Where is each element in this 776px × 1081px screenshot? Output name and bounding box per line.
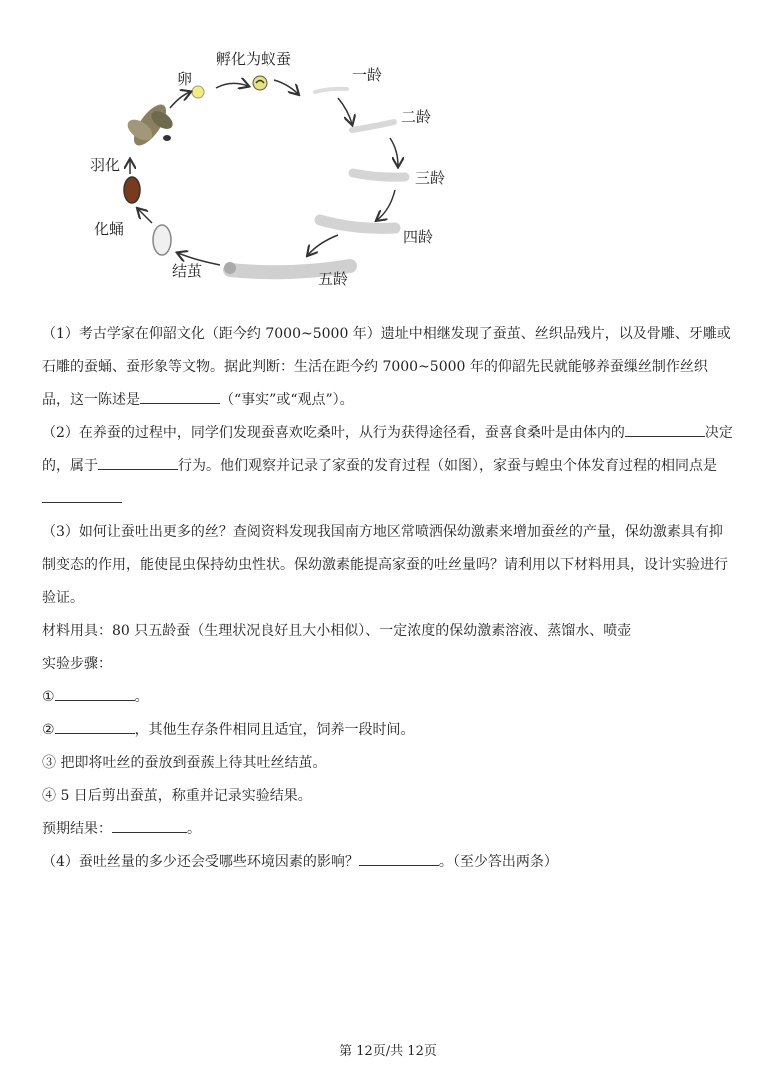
q3-materials: 材料用具：80 只五龄蚕（生理状况良好且大小相似）、一定浓度的保幼激素溶液、蒸馏水、喷壶 [42,623,632,639]
q3-expected-prefix: 预期结果： [42,821,112,837]
silkworm-life-cycle-diagram [70,30,490,300]
q3-step2-blank[interactable] [55,717,135,734]
q3-step1-blank[interactable] [55,684,135,701]
label-emerge: 羽化 [90,156,121,174]
q2-text: （2）在养蚕的过程中，同学们发现蚕喜欢吃桑叶，从行为获得途径看，蚕喜食桑叶是由体内的 [42,425,625,441]
q1-text: （1）考古学家在仰韶文化（距今约 7000~5000 年）遗址中相继发现了蚕茧、丝织品残片，以及骨雕、牙雕或石雕的蚕蛹、蚕形象等文物。据此判断：生活在距今约 7000~5000 年的仰韶先民就能够养蚕缫丝制作丝织品，这一陈述是 [42,326,731,408]
q4-text-suffix: 。（至少答出两条） [438,854,558,870]
q3-steps-title: 实验步骤： [42,656,112,672]
q4-text: （4）蚕吐丝量的多少还会受哪些环境因素的影响？ [42,854,359,870]
q2-text-mid: 决定的，属于 [42,425,733,474]
q3-step1-prefix: ① [42,689,55,705]
q3-step-4: ④ 5 日后剪出蚕茧，称重并记录实验结果。 [42,788,312,804]
label-pupate: 化蛹 [94,220,125,238]
question-content [42,318,734,879]
larva-instar3-icon [353,173,405,177]
pupa-icon [124,177,140,203]
q3-step2-suffix: ，其他生存条件相同且适宜，饲养一段时间。 [134,722,415,738]
q2-answer-blank-1[interactable] [625,420,705,437]
q3-expected-suffix: 。 [187,821,201,837]
q2-text-end: 行为。他们观察并记录了家蚕的发育过程（如图），家蚕与蝗虫个体发育过程的相同点是 [178,458,717,474]
label-instar5: 五龄 [318,270,349,288]
q3-step1-suffix: 。 [134,689,149,705]
label-instar1: 一龄 [352,66,383,84]
q2-answer-blank-2[interactable] [98,453,178,470]
cocoon-icon [153,225,171,255]
q1-answer-blank[interactable] [140,387,220,404]
label-instar3: 三龄 [415,169,446,187]
q3-step-2 [42,714,734,747]
label-egg: 卵 [177,70,193,88]
q3-expected-blank[interactable] [112,816,187,833]
q4-answer-blank[interactable] [359,849,439,866]
question-3 [42,516,734,615]
larva-instar1-icon [315,89,347,92]
question-4 [42,846,734,879]
moth-icon [124,100,176,151]
q3-expected-result [42,813,734,846]
q3-step-1 [42,681,734,714]
egg-icon [192,86,204,98]
q3-step-3: ③ 把即将吐丝的蚕放到蚕蔟上待其吐丝结茧。 [42,755,327,771]
label-instar4: 四龄 [403,228,434,246]
question-2 [42,417,734,516]
label-hatch: 孵化为蚁蚕 [216,50,292,68]
label-instar2: 二龄 [401,108,432,126]
life-cycle-svg [70,30,490,300]
label-cocoon: 结茧 [172,262,203,280]
question-1 [42,318,734,417]
larva-instar2-icon [352,122,394,130]
q3-text: （3）如何让蚕吐出更多的丝？查阅资料发现我国南方地区常喷洒保幼激素来增加蚕丝的产量，保幼激素具有抑制变态的作用，能使昆虫保持幼虫性状。保幼激素能提高家蚕的吐丝量吗？请利用以下材料用具，设计实验进行验证。 [42,524,728,606]
larva-instar4-icon [320,220,395,228]
q2-answer-blank-3[interactable] [42,486,122,503]
q3-step2-prefix: ② [42,722,55,738]
page-footer: 第 12页/共 12页 [339,1044,437,1059]
q1-text-suffix: （“事实”或“观点”）。 [220,392,354,408]
hatchling-icon [253,76,267,90]
